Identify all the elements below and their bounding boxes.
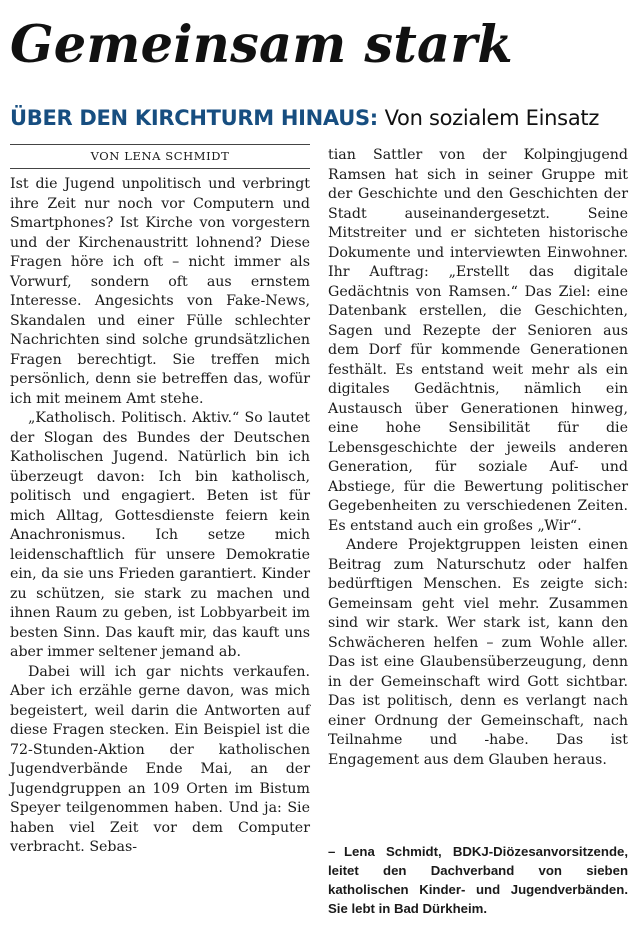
article-column-right bbox=[328, 146, 628, 770]
article-subhead bbox=[10, 104, 630, 132]
article-paragraph: Ist die Jugend unpolitisch und verbringt ihre Zeit nur noch vor Computern und Smartphones? Ist Kirche von vorgestern und der Kirchenaustritt lohnend? Diese Fragen höre ich oft – nicht immer als Vorwurf, sondern oft aus ernstem Interesse. Angesichts von Fake-News, Skandalen und einer Fülle schlechter Nachrichten sind solche grundsätzlichen Fragen berechtigt. Sie treffen mich persönlich, denn sie betreffen das, wofür ich mit meinem Amt stehe. bbox=[10, 176, 310, 407]
author-note bbox=[328, 842, 628, 918]
author-note-dash: – bbox=[328, 844, 336, 859]
article-paragraph: „Katholisch. Politisch. Aktiv.“ So lautet der Slogan des Bundes der Deutschen Katholischen Jugend. Natürlich bin ich überzeugt davon: Ich bin katholisch, politisch und engagiert. Beten ist für mich Alltag, Gottesdienste feiern kein Anachronismus. Ich setze mich leidenschaftlich für unsere Demokratie ein, da sie uns Frieden garantiert. Kinder zu schützen, sie stark zu machen und ihnen Raum zu geben, ist Lobbyarbeit im besten Sinn. Das kauft mir, das kauft uns aber immer seltener jemand ab. bbox=[10, 410, 310, 660]
article-subtitle: Von sozialem Einsatz bbox=[384, 106, 600, 130]
article-kicker: ÜBER DEN KIRCHTURM HINAUS: bbox=[10, 106, 378, 130]
article-headline: Gemeinsam stark bbox=[10, 15, 513, 75]
article-paragraph: Andere Projektgruppen leisten einen Beitrag zum Naturschutz oder halfen bedürftigen Menschen. Es zeigte sich: Gemeinsam geht viel mehr. Zusammen sind wir stark. Wer stark ist, kann den Schwächeren helfen – zum Wohle aller. Das ist eine Glaubensüberzeugung, denn in der Gemeinschaft wird Gott sichtbar. Das ist politisch, denn es verlangt nach einer Ordnung der Gemeinschaft, nach Teilnahme und -habe. Das ist Engagement aus dem Glauben heraus. bbox=[328, 537, 628, 768]
article-byline: VON LENA SCHMIDT bbox=[10, 144, 310, 169]
author-note-text: Lena Schmidt, BDKJ-Diözesanvorsitzende, leitet den Dachverband von sieben katholischen Kinder- und Jugendverbänden. Sie lebt in Bad Dürkheim. bbox=[328, 844, 628, 916]
article-column-left bbox=[10, 144, 310, 858]
article-paragraph: tian Sattler von der Kolpingjugend Ramsen hat sich in seiner Gruppe mit der Geschichte und den Geschichten der Stadt auseinandergesetzt. Seine Mitstreiter und er sichteten historische Dokumente und interviewten Einwohner. Ihr Auftrag: „Erstellt das digitale Gedächtnis von Ramsen.“ Das Ziel: eine Datenbank erstellen, die Geschichten, Sagen und Rezepte der Senioren aus dem Dorf für kommende Generationen festhält. Es entstand weit mehr als ein digitales Gedächtnis, nämlich ein Austausch über Generationen hinweg, eine hohe Sensibilität für die Lebensgeschichte der jeweils anderen Generation, für soziale Auf- und Abstiege, für die Bewertung politischer Gegebenheiten zu verschiedenen Zeiten. Es entstand auch ein großes „Wir“. bbox=[328, 147, 628, 534]
article-paragraph: Dabei will ich gar nichts verkaufen. Aber ich erzähle gerne davon, was mich begeistert, weil darin die Antworten auf diese Fragen stecken. Ein Beispiel ist die 72-Stunden-Aktion der katholischen Jugendverbände Ende Mai, an der Jugendgruppen an 109 Orten im Bistum Speyer teilgenommen haben. Und ja: Sie haben viel Zeit vor dem Computer verbracht. Sebas- bbox=[10, 663, 310, 855]
